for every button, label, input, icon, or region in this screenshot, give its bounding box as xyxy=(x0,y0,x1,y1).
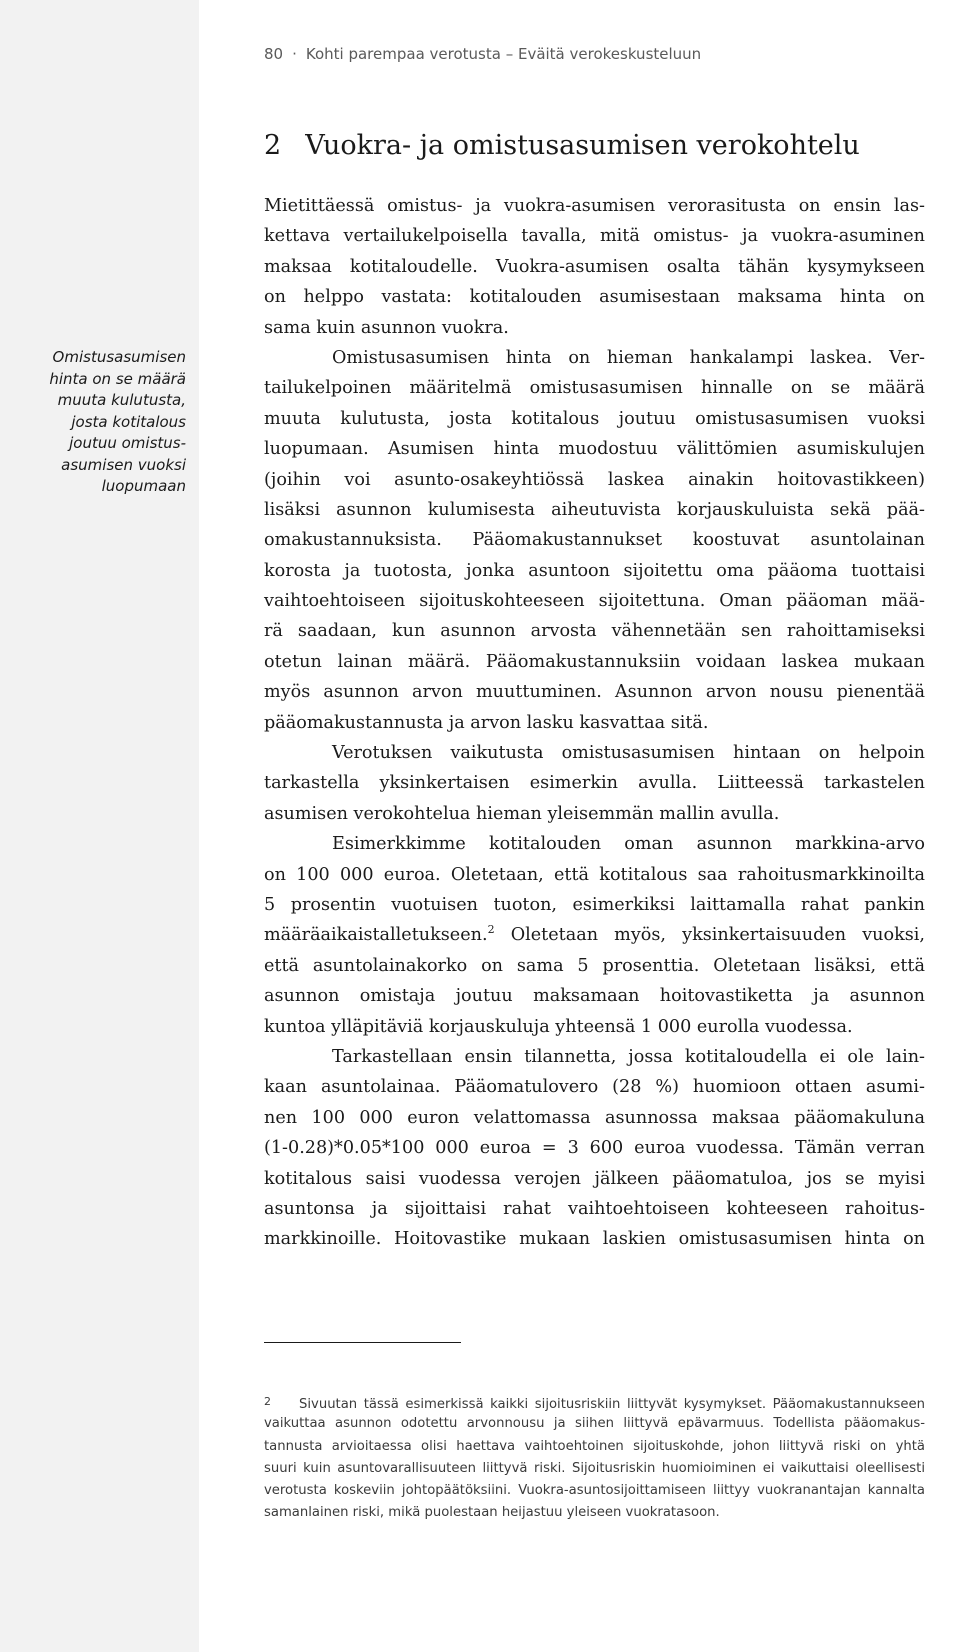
margin-note-line: asumisen vuoksi xyxy=(61,455,186,474)
footnote-line: samanlainen riski, mikä puolestaan heijastuu yleiseen vuokratasoon. xyxy=(264,1505,720,1521)
body-line: on helppo vastata: kotitalouden asumisestaan maksama hinta on xyxy=(264,287,925,308)
margin-note-line: muuta kulutusta, xyxy=(57,391,186,409)
body-line-start: määräaikaistalletukseen. xyxy=(264,925,488,946)
margin-note-line: josta kotitalous xyxy=(71,412,186,431)
body-line: on 100 000 euroa. Oletetaan, että kotitalous saa rahoitusmarkkinoilta xyxy=(264,864,925,885)
body-line: luopumaan. Asumisen hinta muodostuu välittömien asumiskulujen xyxy=(264,439,925,460)
footnote-line: verotusta koskeviin johtopäätöksiini. Vuokra-asuntosijoittamiseen liittyy vuokranantajan kannalta xyxy=(264,1483,925,1499)
margin-note-line: luopumaan xyxy=(101,477,186,495)
body-line: asumisen verokohtelua hieman yleisemmän mallin avulla. xyxy=(264,803,780,824)
margin-column xyxy=(0,0,199,1652)
body-line: otetun lainan määrä. Pääomakustannuksiin voidaan laskea mukaan xyxy=(264,651,925,672)
body-line: rä saadaan, kun asunnon arvosta vähennetään sen rahoittamiseksi xyxy=(264,621,925,642)
body-line xyxy=(264,920,925,950)
body-line: Tarkastellaan ensin tilannetta, jossa kotitaloudella ei ole lain- xyxy=(332,1046,925,1067)
body-line: kettava vertailukelpoisella tavalla, mitä omistus- ja vuokra-asuminen xyxy=(264,226,925,247)
body-line: kuntoa ylläpitäviä korjauskuluja yhteensä 1 000 eurolla vuodessa. xyxy=(264,1016,853,1037)
footnote-line: tannusta arvioitaessa olisi haettava vaihtoehtoinen sijoituskohde, johon liittyvä riski on yhtä xyxy=(264,1438,925,1454)
margin-note-line: hinta on se määrä xyxy=(49,369,186,388)
body-line: korosta ja tuotosta, jonka asuntoon sijoitettu oma pääoma tuottaisi xyxy=(264,560,925,581)
body-line: lisäksi asunnon kulumisesta aiheutuvista korjauskuluista sekä pää- xyxy=(264,499,925,520)
body-line: vaihtoehtoiseen sijoituskohteeseen sijoitettuna. Oman pääoman mää- xyxy=(264,591,925,612)
body-line: omakustannuksista. Pääomakustannukset koostuvat asuntolainan xyxy=(264,530,925,551)
body-line: Esimerkkimme kotitalouden oman asunnon markkina-arvo xyxy=(332,834,925,855)
body-line: sama kuin asunnon vuokra. xyxy=(264,317,509,338)
body-line: 5 prosentin vuotuisen tuoton, esimerkiksi laittamalla rahat pankin xyxy=(264,894,925,915)
margin-note xyxy=(8,347,186,498)
footnote-number: 2 xyxy=(264,1395,271,1408)
body-line: asuntonsa ja sijoittaisi rahat vaihtoehtoiseen kohteeseen rahoitus- xyxy=(264,1198,925,1219)
body-line: nen 100 000 euron velattomassa asunnossa maksaa pääomakuluna xyxy=(264,1107,925,1128)
margin-note-line: Omistusasumisen xyxy=(52,348,186,366)
body-line: tarkastella yksinkertaisen esimerkin avulla. Liitteessä tarkastelen xyxy=(264,773,925,794)
body-line: maksaa kotitaloudelle. Vuokra-asumisen osalta tähän kysymykseen xyxy=(264,256,925,277)
chapter-title: Vuokra- ja omistusasumisen verokohtelu xyxy=(305,130,860,161)
running-head-title: Kohti parempaa verotusta – Eväitä verokeskusteluun xyxy=(305,45,702,63)
body-line: että asuntolainakorko on sama 5 prosenttia. Oletetaan lisäksi, että xyxy=(264,955,925,976)
page-number: 80 xyxy=(264,45,284,63)
body-line: kaan asuntolainaa. Pääomatulovero (28 %) huomioon ottaen asumi- xyxy=(264,1077,925,1098)
footnote-line: suuri kuin asuntovarallisuuteen liittyvä riski. Sijoitusriskin huomioiminen ei vaikuttaisi oleellisesti xyxy=(264,1460,925,1476)
body-text xyxy=(264,191,925,1255)
body-line: markkinoille. Hoitovastike mukaan laskien omistusasumisen hinta on xyxy=(264,1229,925,1250)
body-line: asunnon omistaja joutuu maksamaan hoitovastiketta ja asunnon xyxy=(264,986,925,1007)
footnote-line: vaikuttaa asunnon odotettu arvonnousu ja siihen liittyvä epävarmuus. Todellista pääomakus- xyxy=(264,1416,925,1432)
chapter-number: 2 xyxy=(264,130,282,161)
footnote-line xyxy=(264,1391,925,1413)
body-line: Mietittäessä omistus- ja vuokra-asumisen verorasitusta on ensin las- xyxy=(264,196,925,216)
body-line: Verotuksen vaikutusta omistusasumisen hintaan on helpoin xyxy=(332,743,925,764)
body-line: Omistusasumisen hinta on hieman hankalampi laskea. Ver- xyxy=(332,347,925,368)
footnote-line-text: Sivuutan tässä esimerkissä kaikki sijoitusriskiin liittyvät kysymykset. Pääomakustannukseen xyxy=(299,1397,925,1412)
body-line: pääomakustannusta ja arvon lasku kasvattaa sitä. xyxy=(264,712,709,733)
body-line: tailukelpoinen määritelmä omistusasumisen hinnalle on se määrä xyxy=(264,378,925,399)
running-head xyxy=(264,45,701,63)
chapter-heading xyxy=(264,130,860,161)
body-line: myös asunnon arvon muuttuminen. Asunnon arvon nousu pienentää xyxy=(264,682,925,703)
body-line-end: Oletetaan myös, yksinkertaisuuden vuoksi, xyxy=(510,925,925,946)
body-line: muuta kulutusta, josta kotitalous joutuu omistusasumisen vuoksi xyxy=(264,408,925,429)
footnote-reference: 2 xyxy=(487,923,495,937)
running-head-separator: · xyxy=(292,45,297,63)
body-line: (1-0.28)*0.05*100 000 euroa = 3 600 euroa vuodessa. Tämän verran xyxy=(264,1138,925,1159)
body-line: kotitalous saisi vuodessa verojen jälkeen pääomatuloa, jos se myisi xyxy=(264,1168,925,1189)
margin-note-line: joutuu omistus- xyxy=(69,434,186,452)
footnote xyxy=(264,1391,925,1525)
footnote-divider xyxy=(264,1342,461,1343)
body-line: (joihin voi asunto-osakeyhtiössä laskea ainakin hoitovastikkeen) xyxy=(264,469,925,490)
